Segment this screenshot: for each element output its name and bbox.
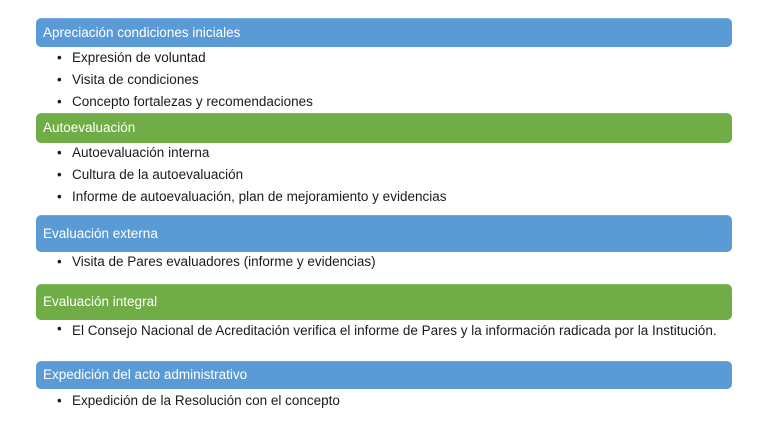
list-item: • Cultura de la autoevaluación — [57, 164, 717, 186]
bullet-icon: • — [57, 50, 62, 65]
section-title: Evaluación externa — [43, 225, 158, 241]
list-item: • Visita de condiciones — [57, 69, 717, 91]
section-items-evaluacion-externa — [57, 251, 717, 273]
section-items-evaluacion-integral — [57, 320, 717, 339]
section-title: Expedición del acto administrativo — [43, 367, 248, 383]
bullet-icon: • — [57, 254, 62, 269]
bullet-icon: • — [57, 145, 62, 160]
bullet-icon: • — [57, 94, 62, 109]
list-item: • El Consejo Nacional de Acreditación verifica el informe de Pares y la información radicada por la Institución. — [57, 321, 717, 338]
bullet-icon: • — [57, 321, 62, 336]
section-items-autoevaluacion — [57, 142, 717, 208]
section-title: Autoevaluación — [43, 120, 136, 136]
section-title: Evaluación integral — [43, 294, 158, 310]
bullet-icon: • — [57, 72, 62, 87]
list-item: • Expedición de la Resolución con el concepto — [57, 390, 717, 412]
list-item: • Informe de autoevaluación, plan de mejoramiento y evidencias — [57, 186, 717, 208]
bullet-icon: • — [57, 167, 62, 182]
bullet-icon: • — [57, 189, 62, 204]
section-title: Apreciación condiciones iniciales — [43, 24, 241, 40]
section-header-evaluacion-externa — [36, 215, 732, 252]
section-header-apreciacion — [36, 18, 732, 47]
list-item: • Expresión de voluntad — [57, 47, 717, 69]
section-header-autoevaluacion — [36, 113, 732, 143]
section-items-expedicion — [57, 390, 717, 412]
section-items-apreciacion — [57, 47, 717, 113]
list-item: • Concepto fortalezas y recomendaciones — [57, 91, 717, 113]
list-item: • Autoevaluación interna — [57, 142, 717, 164]
section-header-expedicion — [36, 361, 732, 389]
section-header-evaluacion-integral — [36, 284, 732, 320]
bullet-icon: • — [57, 393, 62, 408]
list-item: • Visita de Pares evaluadores (informe y evidencias) — [57, 251, 717, 273]
